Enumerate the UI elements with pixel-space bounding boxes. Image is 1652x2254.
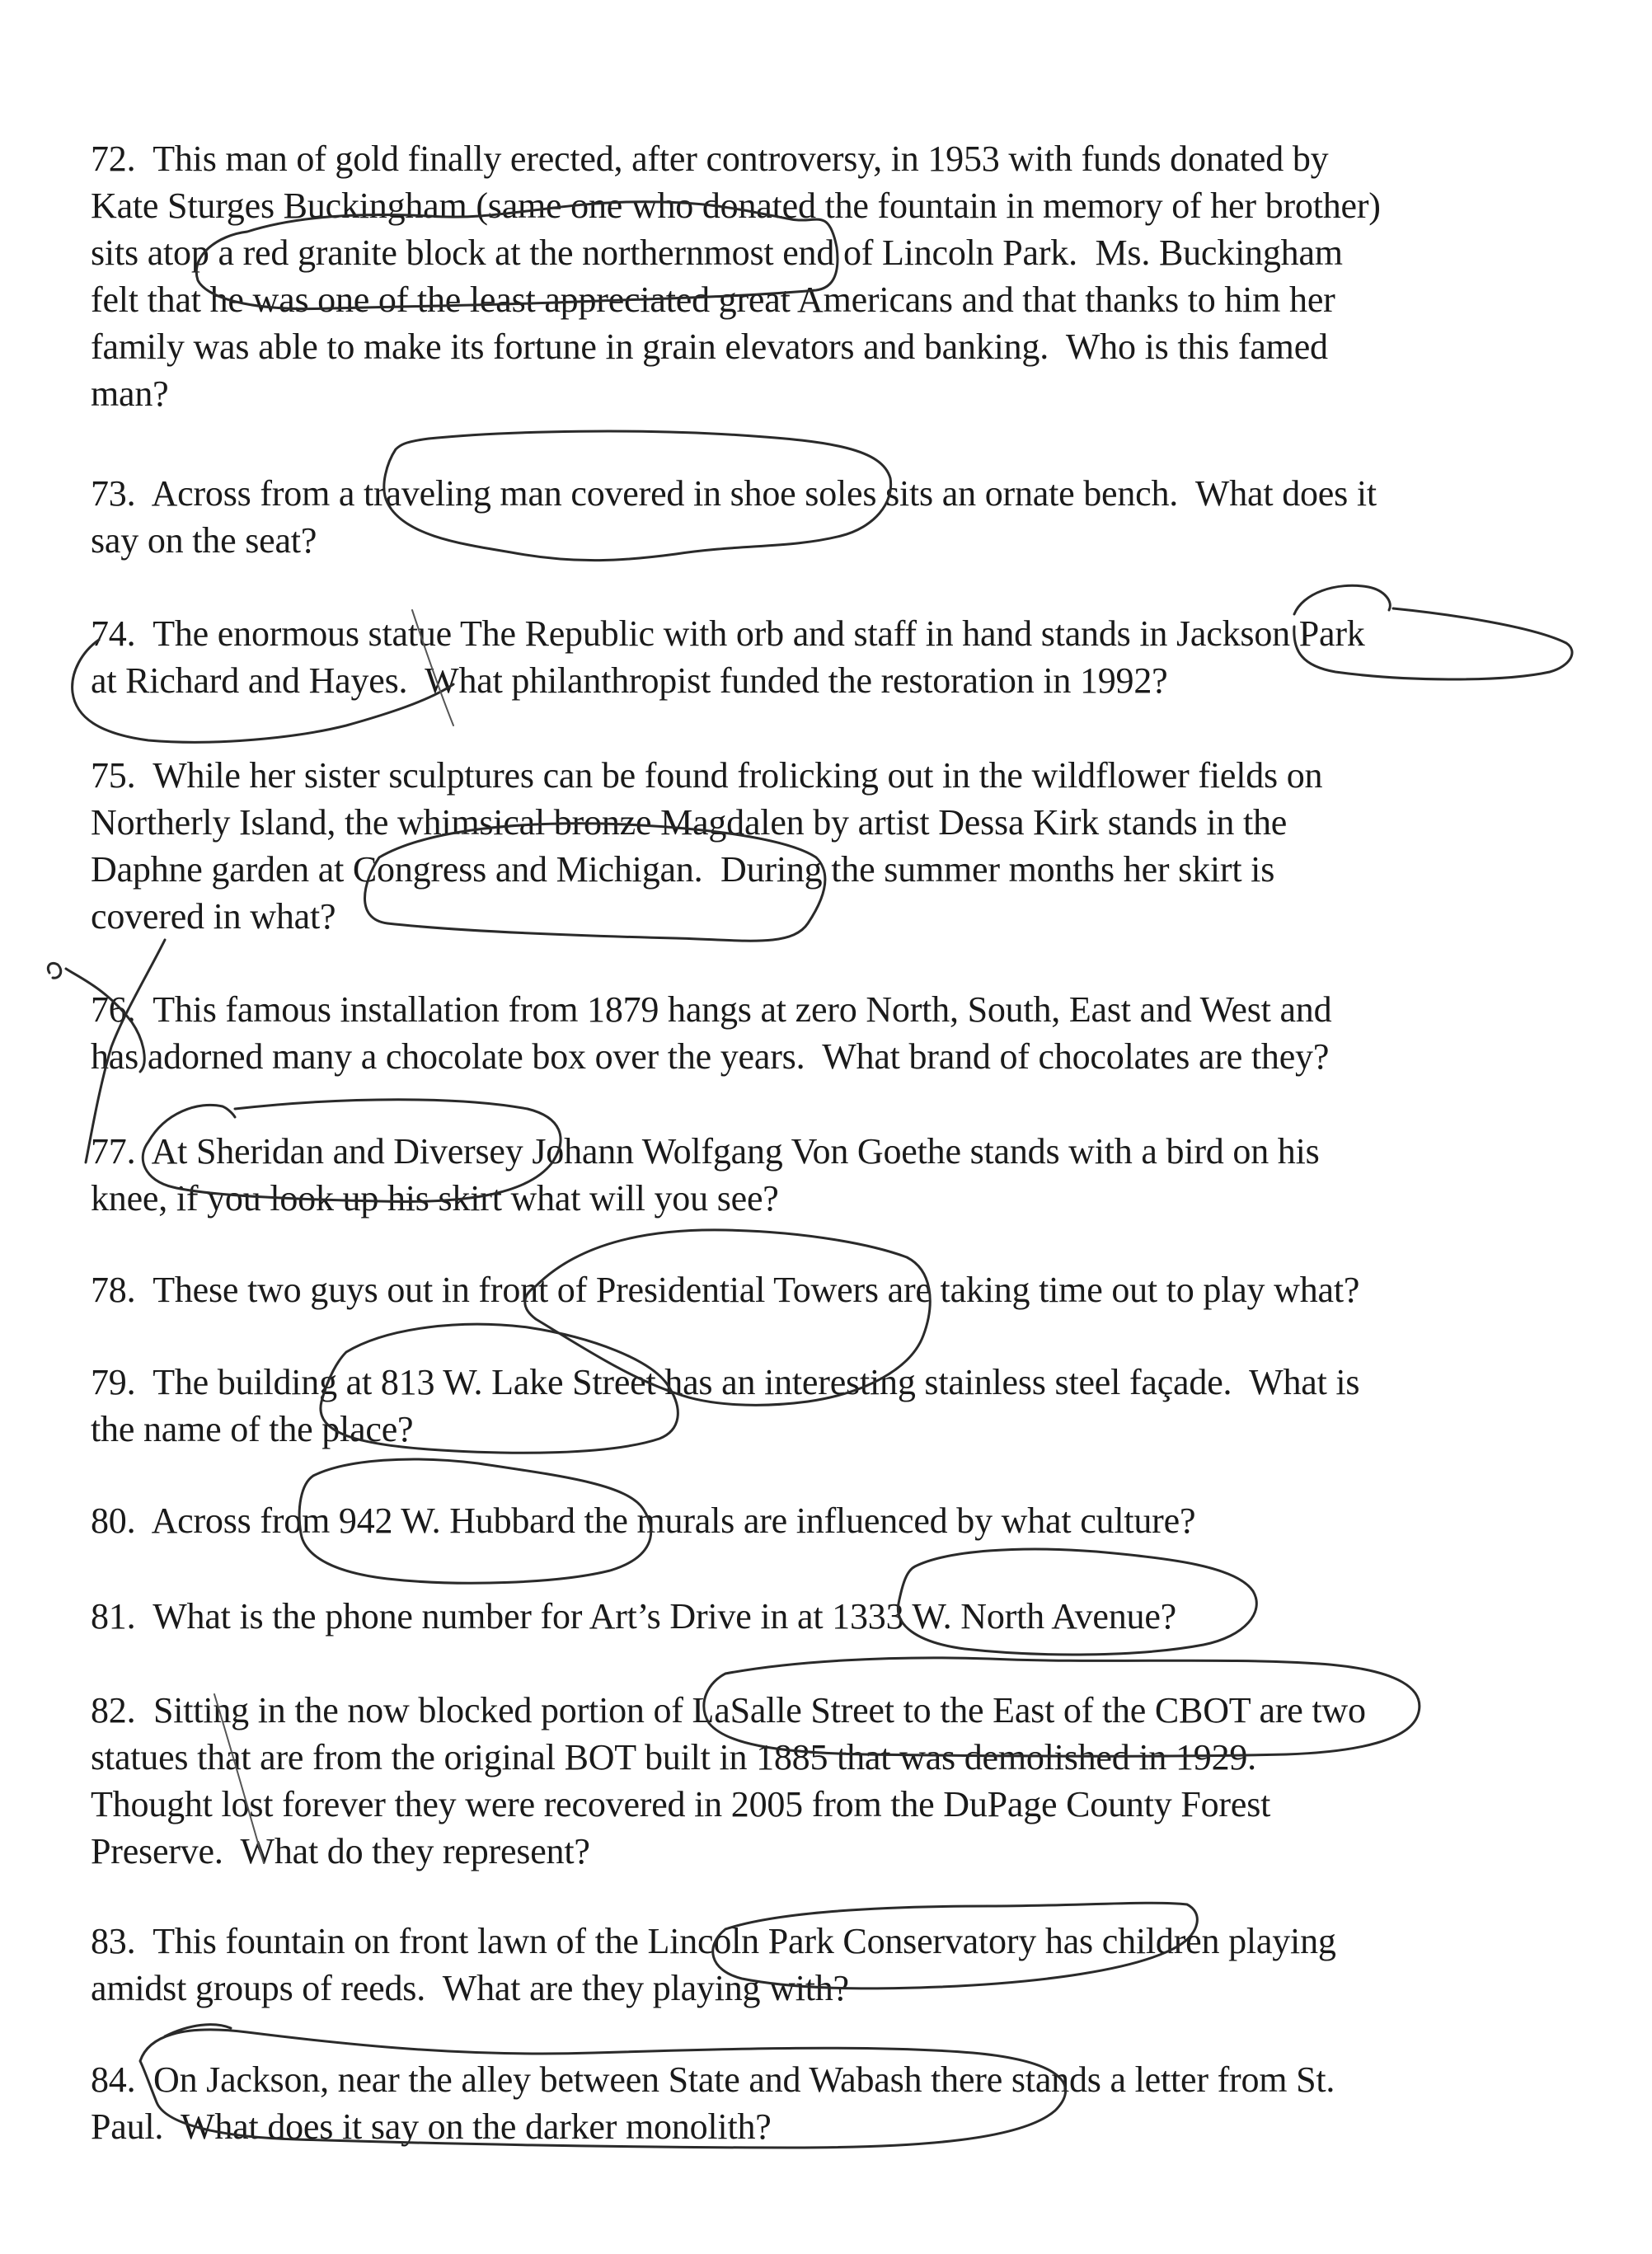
question-line: 79. The building at 813 W. Lake Street has an interesting stainless steel façade. What is [91, 1362, 1360, 1402]
question-line: sits atop a red granite block at the northernmost end of Lincoln Park. Ms. Buckingham [91, 232, 1343, 273]
question-74 [91, 610, 1575, 704]
question-line: 82. Sitting in the now blocked portion of LaSalle Street to the East of the CBOT are two [91, 1690, 1366, 1730]
question-line: 83. This fountain on front lawn of the Lincoln Park Conservatory has children playing [91, 1921, 1336, 1961]
question-line: Daphne garden at Congress and Michigan. During the summer months her skirt is [91, 849, 1275, 890]
question-line: Preserve. What do they represent? [91, 1831, 590, 1871]
question-73 [91, 470, 1575, 564]
question-79 [91, 1359, 1575, 1453]
question-84 [91, 2056, 1575, 2150]
question-line: the name of the place? [91, 1409, 414, 1449]
question-line: at Richard and Hayes. What philanthropist funded the restoration in 1992? [91, 660, 1168, 701]
question-line: 80. Across from 942 W. Hubbard the murals are influenced by what culture? [91, 1500, 1196, 1541]
question-line: Thought lost forever they were recovered in 2005 from the DuPage County Forest [91, 1784, 1271, 1824]
question-81 [91, 1593, 1575, 1640]
question-line: statues that are from the original BOT built in 1885 that was demolished in 1929. [91, 1737, 1256, 1777]
question-line: Paul. What does it say on the darker monolith? [91, 2106, 772, 2147]
question-80 [91, 1497, 1575, 1544]
question-line: 74. The enormous statue The Republic with orb and staff in hand stands in Jackson Park [91, 613, 1365, 654]
question-line: 76. This famous installation from 1879 hangs at zero North, South, East and West and [91, 989, 1332, 1030]
question-line: amidst groups of reeds. What are they playing with? [91, 1968, 849, 2008]
question-line: say on the seat? [91, 520, 317, 561]
question-line: 72. This man of gold finally erected, after controversy, in 1953 with funds donated by [91, 139, 1329, 179]
question-line: Northerly Island, the whimsical bronze Magdalen by artist Dessa Kirk stands in the [91, 802, 1288, 843]
question-line: man? [91, 373, 169, 414]
question-line: felt that he was one of the least appreciated great Americans and that thanks to him her [91, 279, 1335, 320]
question-83 [91, 1918, 1575, 2012]
question-75 [91, 752, 1575, 940]
question-line: Kate Sturges Buckingham (same one who donated the fountain in memory of her brother) [91, 185, 1381, 226]
question-line: 78. These two guys out in front of Presidential Towers are taking time out to play what? [91, 1270, 1360, 1310]
question-line: has adorned many a chocolate box over the years. What brand of chocolates are they? [91, 1036, 1330, 1077]
question-line: 81. What is the phone number for Art’s Drive in at 1333 W. North Avenue? [91, 1596, 1176, 1636]
question-line: 77. At Sheridan and Diversey Johann Wolfgang Von Goethe stands with a bird on his [91, 1131, 1320, 1172]
question-line: covered in what? [91, 896, 336, 937]
question-line: family was able to make its fortune in grain elevators and banking. Who is this famed [91, 326, 1328, 367]
question-line: 75. While her sister sculptures can be found frolicking out in the wildflower fields on [91, 755, 1323, 796]
question-line: 84. On Jackson, near the alley between State and Wabash there stands a letter from St. [91, 2059, 1335, 2100]
question-line: knee, if you look up his skirt what will you see? [91, 1178, 779, 1219]
question-line: 73. Across from a traveling man covered in shoe soles sits an ornate bench. What does it [91, 473, 1377, 514]
question-72 [91, 135, 1575, 417]
question-76 [91, 986, 1575, 1080]
question-78 [91, 1266, 1575, 1313]
question-82 [91, 1687, 1575, 1875]
question-77 [91, 1128, 1575, 1222]
